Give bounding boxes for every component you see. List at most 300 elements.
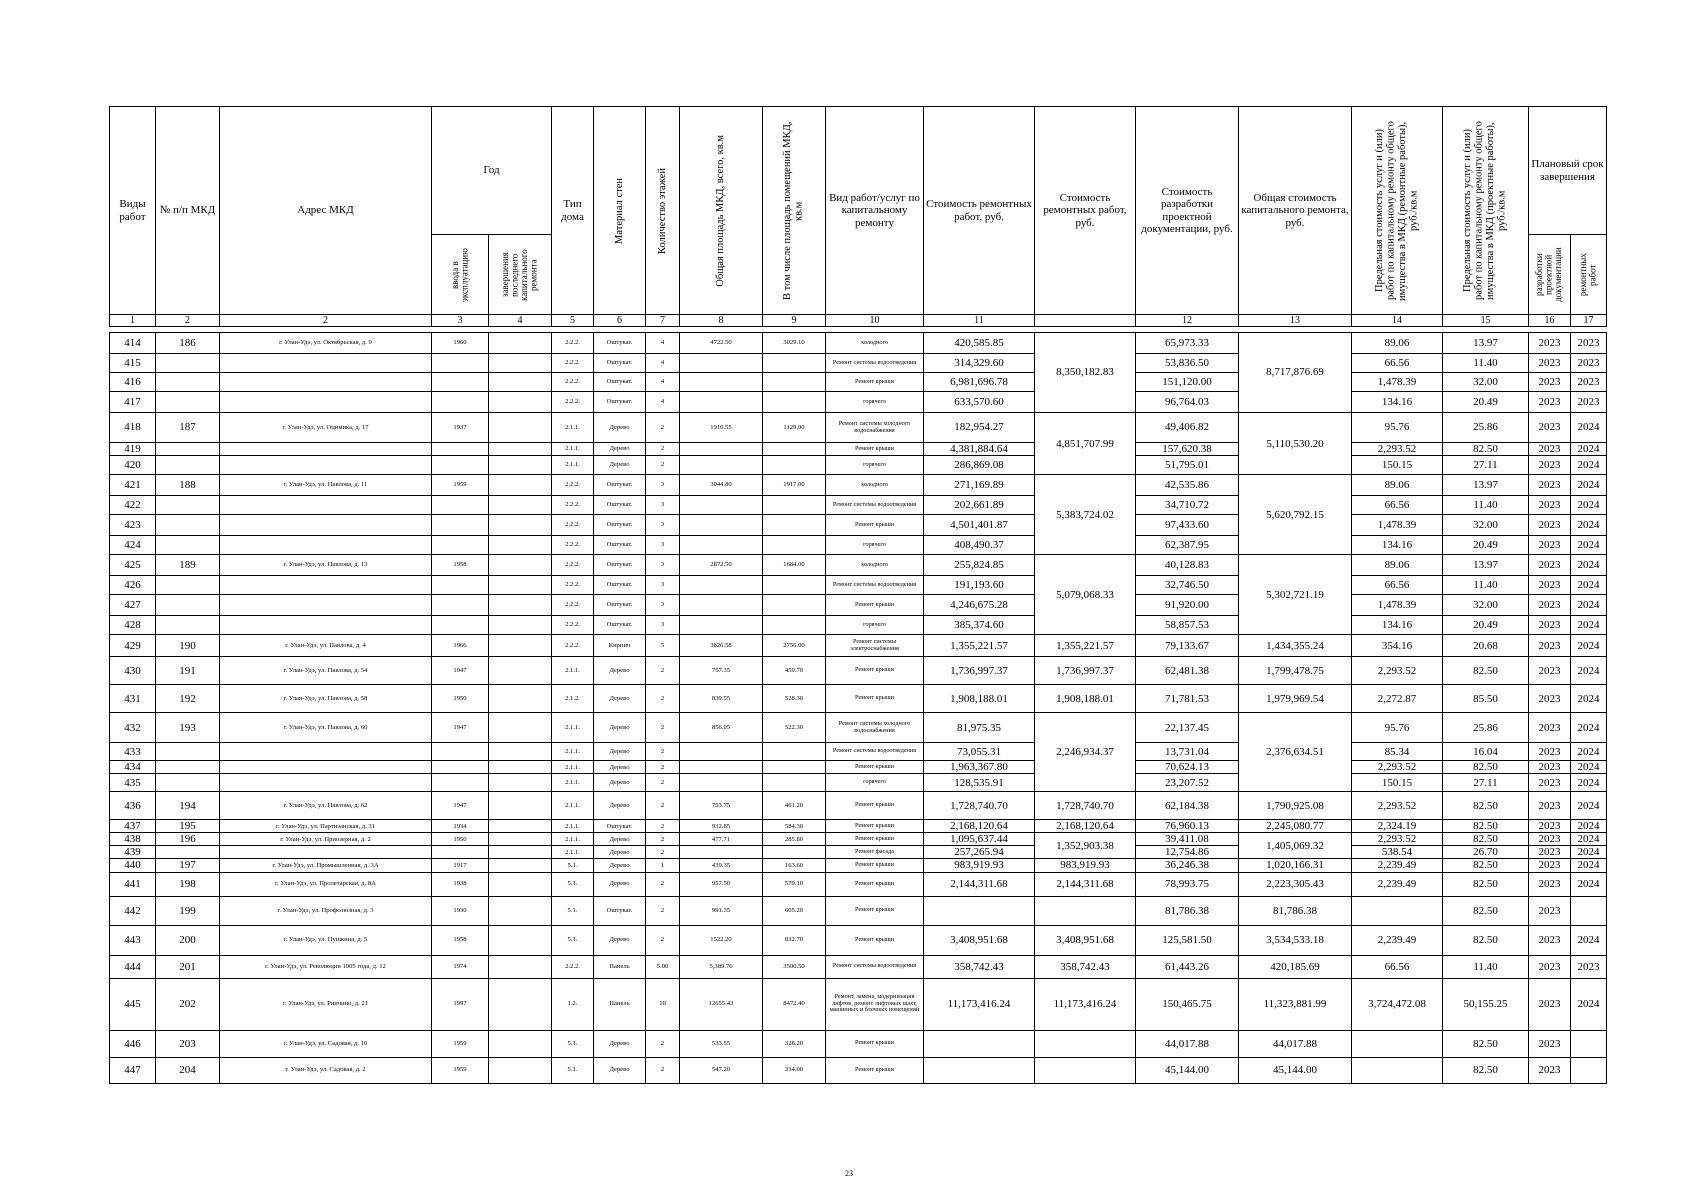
cell-year-commissioning [432,576,489,595]
cell-wall-material: Оштукат. [594,392,646,413]
cell-deadline-design: 2023 [1529,1057,1571,1083]
cell-repair-cost: 81,975.35 [924,713,1035,743]
cell-total-cost: 3,534,533.18 [1239,925,1352,955]
cell-vid: 430 [110,657,156,685]
cell-limit-design: 32.00 [1443,515,1529,536]
cell-vid: 434 [110,761,156,774]
cell-address: г. Улан-Удэ, ул. Пролетарская, д. 8А [220,872,432,896]
table-row [110,616,1607,635]
cell-repair-cost: 6,981,696.78 [924,373,1035,392]
cell-design-cost: 91,920.00 [1136,595,1239,616]
cell-vid: 416 [110,373,156,392]
cell-house-type: 1.2. [552,978,594,1030]
cell-limit-repair: 2,293.52 [1352,657,1443,685]
cell-wall-material: Дерево [594,774,646,792]
cell-design-cost: 76,960.13 [1136,820,1239,833]
cell-wall-material: Дерево [594,413,646,443]
cell-work-type: Ремонт крыши [826,859,924,872]
cell-deadline-design: 2023 [1529,373,1571,392]
cell-total-cost: 1,434,355.24 [1239,635,1352,657]
cell-work-type: Ремонт крыши [826,515,924,536]
cell-total-cost: 44,017.88 [1239,1030,1352,1057]
cell-house-type: 2.2.2. [552,555,594,576]
cell-house-type: 2.2.2. [552,333,594,354]
cell-premises-area: 8472.40 [763,978,826,1030]
cell-premises-area: 528.30 [763,685,826,713]
cell-repair-cost: 633,570.60 [924,392,1035,413]
cell-deadline-design: 2023 [1529,515,1571,536]
cell-vid: 447 [110,1057,156,1083]
cell-deadline-repair: 2023 [1571,373,1607,392]
cell-year-last-repair [489,635,552,657]
cell-premises-area [763,774,826,792]
cell-deadline-design: 2023 [1529,859,1571,872]
colnum: 5 [552,315,594,327]
cell-mkd-number: 203 [156,1030,220,1057]
cell-year-last-repair [489,761,552,774]
cell-work-type: Ремонт системы водоотведения [826,576,924,595]
cell-wall-material: Дерево [594,1057,646,1083]
cell-vid: 426 [110,576,156,595]
cell-vid: 444 [110,955,156,978]
cell-mkd-number [156,743,220,761]
table-row [110,1030,1607,1057]
cell-limit-design: 82.50 [1443,1057,1529,1083]
cell-total-area: 856.05 [680,713,763,743]
cell-repair-cost: 4,246,675.28 [924,595,1035,616]
cell-floors: 2 [646,743,680,761]
cell-repair-cost [924,896,1035,925]
cell-total-area: 5,389.76 [680,955,763,978]
cell-house-type: 2.1.2. [552,685,594,713]
cell-year-commissioning: 1959 [432,1030,489,1057]
table-row [110,896,1607,925]
cell-repair-cost: 408,490.37 [924,536,1035,555]
cell-deadline-design: 2023 [1529,555,1571,576]
cell-year-last-repair [489,576,552,595]
cell-wall-material: Дерево [594,833,646,846]
cell-design-cost: 79,133.67 [1136,635,1239,657]
cell-repair-cost: 255,824.85 [924,555,1035,576]
cell-deadline-repair: 2023 [1571,333,1607,354]
cell-total-area: 839.55 [680,685,763,713]
cell-deadline-design: 2023 [1529,496,1571,515]
cell-address: г. Улан-Удэ, ул. Профсоюзная, д. 3 [220,896,432,925]
cell-deadline-design: 2023 [1529,475,1571,496]
cell-year-last-repair [489,536,552,555]
cell-floors: 2 [646,456,680,475]
cell-address: г. Улан-Удэ, ул. Партизанская, д. 31 [220,820,432,833]
cell-year-last-repair [489,1030,552,1057]
cell-year-commissioning: 1974 [432,955,489,978]
cell-repair-cost-total: 4,851,707.99 [1035,413,1136,475]
cell-vid: 442 [110,896,156,925]
cell-total-cost: 1,020,166.31 [1239,859,1352,872]
cell-year-commissioning: 1947 [432,713,489,743]
cell-limit-design: 82.50 [1443,1030,1529,1057]
cell-premises-area [763,761,826,774]
cell-premises-area [763,616,826,635]
cell-limit-repair [1352,896,1443,925]
cell-premises-area [763,456,826,475]
cell-year-last-repair [489,978,552,1030]
header-total-area: Общая площадь МКД, всего, кв.м [680,107,763,315]
cell-vid: 424 [110,536,156,555]
cell-floors: 4 [646,333,680,354]
cell-deadline-design: 2023 [1529,761,1571,774]
cell-wall-material: Оштукат. [594,555,646,576]
cell-design-cost: 81,786.38 [1136,896,1239,925]
cell-mkd-number [156,846,220,859]
cell-deadline-design: 2023 [1529,978,1571,1030]
cell-total-area: 753.75 [680,792,763,820]
cell-limit-repair: 66.56 [1352,955,1443,978]
cell-design-cost: 40,128.83 [1136,555,1239,576]
cell-repair-cost: 4,501,401.87 [924,515,1035,536]
cell-repair-cost: 286,869.08 [924,456,1035,475]
table-row [110,373,1607,392]
cell-design-cost: 125,581.50 [1136,925,1239,955]
cell-premises-area: 285.80 [763,833,826,846]
cell-floors: 3 [646,576,680,595]
cell-year-commissioning [432,595,489,616]
cell-limit-design: 16.04 [1443,743,1529,761]
cell-limit-repair: 66.56 [1352,354,1443,373]
cell-address: г. Улан-Удэ, ул. Приозерная, д. 2 [220,833,432,846]
cell-limit-design: 11.40 [1443,496,1529,515]
header-wall-material: Материал стен [594,107,646,315]
cell-vid: 431 [110,685,156,713]
cell-mkd-number: 200 [156,925,220,955]
table-row [110,713,1607,743]
cell-year-commissioning: 1959 [432,1057,489,1083]
cell-limit-design: 25.86 [1443,413,1529,443]
cell-house-type: 2.1.1. [552,713,594,743]
cell-vid: 425 [110,555,156,576]
cell-premises-area: 163.60 [763,859,826,872]
colnum [1035,315,1136,327]
cell-mkd-number [156,392,220,413]
cell-limit-design: 25.86 [1443,713,1529,743]
cell-work-type: холодного [826,555,924,576]
cell-limit-repair: 89.06 [1352,555,1443,576]
header-design-cost: Стоимость разработки проектной документации, руб. [1136,107,1239,315]
cell-year-last-repair [489,820,552,833]
table-row [110,925,1607,955]
cell-limit-repair: 2,293.52 [1352,792,1443,820]
cell-total-area: 533.55 [680,1030,763,1057]
cell-floors: 2 [646,713,680,743]
cell-deadline-design: 2023 [1529,872,1571,896]
cell-work-type: горячего [826,536,924,555]
cell-year-commissioning: 1947 [432,657,489,685]
cell-limit-repair: 89.06 [1352,333,1443,354]
cell-deadline-design: 2023 [1529,685,1571,713]
cell-design-cost: 150,465.75 [1136,978,1239,1030]
cell-work-type: Ремонт крыши [826,657,924,685]
cell-design-cost: 62,184.38 [1136,792,1239,820]
cell-work-type: горячего [826,774,924,792]
table-row [110,657,1607,685]
cell-total-cost: 5,110,530.20 [1239,413,1352,475]
table-row [110,955,1607,978]
cell-repair-cost-total [1035,896,1136,925]
cell-deadline-design: 2023 [1529,635,1571,657]
cell-total-area: 957.50 [680,872,763,896]
cell-repair-cost-total: 983,919.93 [1035,859,1136,872]
table-row [110,846,1607,859]
cell-year-last-repair [489,595,552,616]
table-row [110,1057,1607,1083]
cell-work-type: Ремонт фасада [826,846,924,859]
cell-deadline-repair: 2024 [1571,515,1607,536]
cell-work-type: холодного [826,333,924,354]
table-row [110,515,1607,536]
cell-house-type: 2.1.1. [552,443,594,456]
cell-vid: 440 [110,859,156,872]
cell-work-type: Ремонт системы водоотведения [826,496,924,515]
cell-limit-repair: 3,724,472.08 [1352,978,1443,1030]
cell-limit-design: 27.11 [1443,456,1529,475]
cell-year-commissioning [432,616,489,635]
cell-work-type: Ремонт крыши [826,792,924,820]
cell-premises-area: 2756.00 [763,635,826,657]
cell-wall-material: Дерево [594,925,646,955]
cell-address [220,392,432,413]
cell-deadline-repair: 2024 [1571,859,1607,872]
cell-limit-repair: 150.15 [1352,456,1443,475]
cell-mkd-number [156,536,220,555]
header-house-type: Тип дома [552,107,594,315]
cell-repair-cost: 3,408,951.68 [924,925,1035,955]
cell-year-commissioning [432,774,489,792]
cell-address [220,536,432,555]
cell-total-area [680,846,763,859]
table-row [110,496,1607,515]
cell-deadline-repair: 2024 [1571,833,1607,846]
cell-house-type: 2.2.2. [552,576,594,595]
cell-year-commissioning: 1938 [432,872,489,896]
cell-limit-design: 11.40 [1443,576,1529,595]
header-vidy-rabot: Виды работ [110,107,156,315]
cell-total-area: 439.35 [680,859,763,872]
cell-total-area: 2872.50 [680,555,763,576]
cell-repair-cost: 314,329.60 [924,354,1035,373]
cell-address: г. Улан-Удэ, ул. Пушкина, д. 5 [220,925,432,955]
cell-wall-material: Дерево [594,792,646,820]
cell-floors: 3 [646,515,680,536]
cell-design-cost: 49,406.82 [1136,413,1239,443]
cell-repair-cost-total: 5,383,724.02 [1035,475,1136,555]
cell-total-area [680,392,763,413]
cell-design-cost: 157,620.38 [1136,443,1239,456]
cell-mkd-number: 204 [156,1057,220,1083]
cell-vid: 420 [110,456,156,475]
header-address: Адрес МКД [220,107,432,315]
cell-address: г. Улан-Удэ, ул. Ринчино, д. 21 [220,978,432,1030]
cell-deadline-repair: 2024 [1571,635,1607,657]
cell-repair-cost: 257,265.94 [924,846,1035,859]
cell-deadline-repair: 2024 [1571,496,1607,515]
cell-address: г. Улан-Удэ, ул. Промышленная, д. 3А [220,859,432,872]
cell-deadline-design: 2023 [1529,1030,1571,1057]
header-total-cost: Общая стоимость капитального ремонта, руб. [1239,107,1352,315]
cell-house-type: 5.1. [552,1030,594,1057]
cell-year-last-repair [489,515,552,536]
header-planned-deadline: Плановый срок завершения [1529,107,1607,235]
cell-wall-material: Дерево [594,657,646,685]
cell-premises-area [763,515,826,536]
capital-repair-table [109,106,1607,1084]
cell-house-type: 2.1.1. [552,761,594,774]
cell-year-last-repair [489,456,552,475]
cell-vid: 438 [110,833,156,846]
cell-premises-area [763,536,826,555]
cell-house-type: 2.2.2. [552,616,594,635]
cell-repair-cost: 202,661.89 [924,496,1035,515]
cell-total-area: 3044.80 [680,475,763,496]
cell-limit-repair: 95.76 [1352,413,1443,443]
cell-mkd-number: 187 [156,413,220,443]
cell-year-commissioning [432,392,489,413]
cell-vid: 421 [110,475,156,496]
colnum: 2 [156,315,220,327]
cell-design-cost: 12,754.86 [1136,846,1239,859]
cell-repair-cost: 1,728,740.70 [924,792,1035,820]
cell-work-type: Ремонт системы водоотведения [826,354,924,373]
cell-premises-area [763,496,826,515]
cell-address [220,576,432,595]
cell-total-area [680,576,763,595]
cell-total-area: 757.35 [680,657,763,685]
cell-year-commissioning: 1950 [432,685,489,713]
cell-deadline-repair: 2023 [1571,354,1607,373]
cell-vid: 428 [110,616,156,635]
cell-floors: 3 [646,616,680,635]
cell-repair-cost-total: 2,144,311.68 [1035,872,1136,896]
cell-address [220,456,432,475]
cell-wall-material: Дерево [594,761,646,774]
table-row [110,456,1607,475]
cell-work-type: Ремонт системы водоотведения [826,743,924,761]
cell-year-last-repair [489,925,552,955]
header-premises-area: В том числе площадь помещений МКД, кв.м [763,107,826,315]
header-year-last-repair: завершения последнего капитального ремонта [489,235,552,315]
cell-floors: 2 [646,657,680,685]
cell-deadline-repair: 2024 [1571,925,1607,955]
cell-work-type: Ремонт крыши [826,373,924,392]
cell-repair-cost-total: 1,352,903.38 [1035,833,1136,859]
cell-year-last-repair [489,354,552,373]
page-number: 23 [845,1169,853,1178]
cell-total-cost: 1,790,925.08 [1239,792,1352,820]
cell-year-commissioning [432,846,489,859]
cell-year-commissioning [432,456,489,475]
cell-year-commissioning: 1947 [432,792,489,820]
cell-total-cost: 2,223,305.43 [1239,872,1352,896]
cell-deadline-repair: 2024 [1571,413,1607,443]
cell-floors: 2 [646,872,680,896]
cell-house-type: 2.1.1. [552,456,594,475]
cell-house-type: 2.2.2. [552,475,594,496]
cell-total-area [680,743,763,761]
cell-mkd-number: 202 [156,978,220,1030]
header-deadline-design: разработки проектной документации [1529,235,1571,315]
cell-floors: 3 [646,475,680,496]
cell-mkd-number: 198 [156,872,220,896]
cell-deadline-repair [1571,1057,1607,1083]
cell-premises-area: 605.20 [763,896,826,925]
cell-mkd-number: 191 [156,657,220,685]
cell-work-type: Ремонт крыши [826,1057,924,1083]
cell-repair-cost-total: 8,350,182.83 [1035,333,1136,413]
cell-address: г. Улан-Удэ, ул. Садовая, д. 2 [220,1057,432,1083]
cell-vid: 439 [110,846,156,859]
cell-deadline-repair: 2024 [1571,761,1607,774]
cell-deadline-design: 2023 [1529,392,1571,413]
cell-premises-area: 328.20 [763,1030,826,1057]
cell-floors: 2 [646,846,680,859]
header-deadline-repair: ремонтных работ [1571,235,1607,315]
cell-limit-design: 26.70 [1443,846,1529,859]
cell-total-area [680,515,763,536]
cell-deadline-design: 2023 [1529,443,1571,456]
cell-mkd-number: 201 [156,955,220,978]
cell-deadline-repair: 2024 [1571,978,1607,1030]
cell-address: г. Улан-Удэ, ул. Павлова, д. 58 [220,685,432,713]
cell-limit-repair: 95.76 [1352,713,1443,743]
cell-limit-repair: 85.34 [1352,743,1443,761]
cell-design-cost: 44,017.88 [1136,1030,1239,1057]
cell-total-area: 547.20 [680,1057,763,1083]
cell-vid: 417 [110,392,156,413]
colnum: 17 [1571,315,1607,327]
cell-year-last-repair [489,657,552,685]
cell-repair-cost: 2,144,311.68 [924,872,1035,896]
cell-house-type: 2.1.1. [552,657,594,685]
cell-deadline-design: 2023 [1529,413,1571,443]
cell-repair-cost: 1,963,367.80 [924,761,1035,774]
cell-design-cost: 22,137.45 [1136,713,1239,743]
cell-limit-repair: 2,293.52 [1352,833,1443,846]
header-repair-cost-total: Стоимость ремонтных работ, руб. [1035,107,1136,315]
cell-limit-design: 20.49 [1443,536,1529,555]
cell-total-area: 4722.50 [680,333,763,354]
cell-repair-cost: 2,168,120.64 [924,820,1035,833]
cell-work-type: Ремонт крыши [826,872,924,896]
cell-work-type: Ремонт крыши [826,820,924,833]
colnum: 7 [646,315,680,327]
cell-vid: 445 [110,978,156,1030]
cell-limit-design: 85.50 [1443,685,1529,713]
cell-premises-area [763,354,826,373]
table-row [110,333,1607,354]
cell-repair-cost: 1,908,188.01 [924,685,1035,713]
cell-year-last-repair [489,555,552,576]
cell-floors: 2 [646,792,680,820]
cell-premises-area [763,373,826,392]
cell-limit-repair: 150.15 [1352,774,1443,792]
cell-limit-design: 11.40 [1443,354,1529,373]
cell-year-commissioning [432,373,489,392]
cell-mkd-number [156,761,220,774]
cell-address: г. Улан-Удэ, ул. Революции 1905 года, д. 12 [220,955,432,978]
cell-limit-repair: 1,478.39 [1352,373,1443,392]
table-row [110,413,1607,443]
colnum: 4 [489,315,552,327]
cell-limit-repair: 538.54 [1352,846,1443,859]
cell-limit-design: 82.50 [1443,859,1529,872]
